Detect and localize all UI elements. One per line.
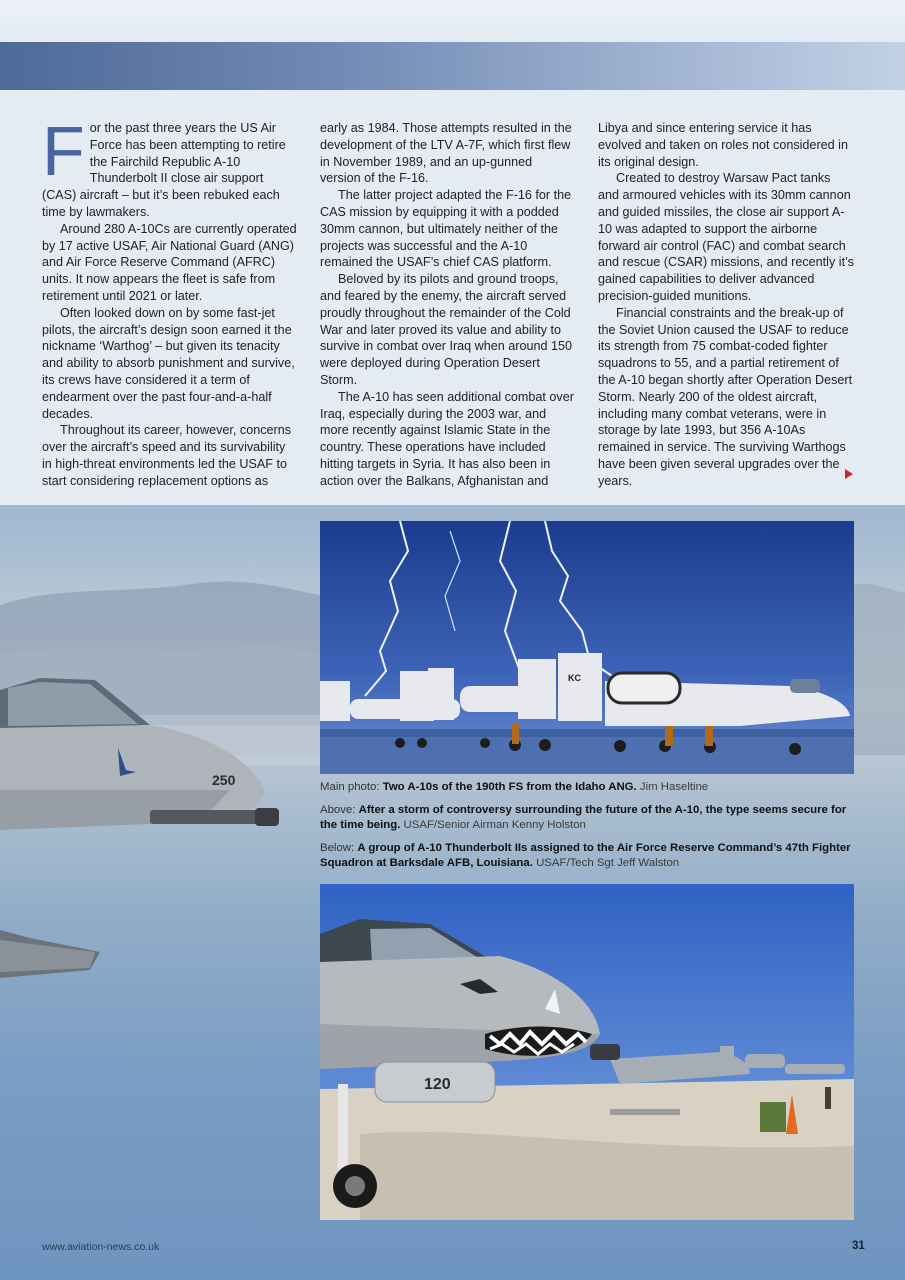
article-column-2 [320,120,576,490]
article-column-3 [598,120,854,490]
paragraph: Throughout its career, however, concerns over the aircraft’s speed and its survivability in high-threat environments led the USAF to start considering replacement options as [42,423,292,488]
paragraph: Around 280 A-10Cs are currently operated by 17 active USAF, Air National Guard (ANG) and Air Force Reserve Command (AFRC) units. It now appears the fleet is safe from retirement until 2021 or later. [42,221,297,303]
captions [320,780,855,879]
below-photo-svg [320,884,854,1220]
main-photo-a10 [0,640,320,1020]
paragraph: The latter project adapted the F-16 for the CAS mission by equipping it with a podded 30mm cannon, but ultimately neither of the projects was successful and the A-10 remained the USAF’s chief CAS platform. [320,188,572,270]
caption-text: A group of A-10 Thunderbolt IIs assigned to the Air Force Reserve Command’s 47th Fighter Squadron at Barksdale AFB, Louisiana. [320,842,851,869]
caption-label: Below: [320,842,355,854]
paragraph: Created to destroy Warsaw Pact tanks and armoured vehicles with its 30mm cannon and guided missiles, the close air support A-10 was adapted to support the airborne forward air control (FAC) and combat search and rescue (CSAR) missions, and recently it’s gained capabilities to deliver advanced precision-guided munitions. [598,171,854,303]
page-number: 31 [852,1240,865,1252]
article-column-1 [42,112,298,490]
paragraph [42,112,298,221]
main-nose-number: 250 [212,772,236,788]
paragraph: Financial constraints and the break-up of the Soviet Union caused the USAF to reduce its strength from 75 combat-coded fighter squadrons to 55, and a partial retirement of the A-10 began shortly after Operation Desert Storm. Nearly 200 of the oldest aircraft, including many combat veterans, were in storage by late 1993, but 356 A-10As remained in service. The surviving Warthogs have been given several upgrades over the years. [598,305,853,488]
footer-url: www.aviation-news.co.uk [42,1241,160,1253]
paragraph: Beloved by its pilots and ground troops, and feared by the enemy, the aircraft served proudly throughout the remainder of the Cold War and later proved its value and ability to survive in combat over Iraq when around 150 were deployed during Operation Desert Storm. [320,272,573,387]
above-photo [320,521,854,774]
paragraph: Often looked down on by some fast-jet pilots, the aircraft’s design soon earned it the nickname ‘Warthog’ – but given its tenacity and ability to absorb punishment and survive, its crews have considered it a term of endearment over the past four-and-a-half decades. [42,305,295,421]
caption-main [320,780,855,795]
caption-below [320,841,855,871]
paragraph: The A-10 has seen additional combat over Iraq, especially during the 2003 war, and more recently against Islamic State in the country. These operations have included hitting targets in Syria. It has also been in action over the Balkans, Afghanistan and [320,389,574,488]
above-photo-svg [320,521,854,774]
drop-cap: F [42,112,85,190]
caption-text: After a storm of controversy surrounding the future of the A-10, the type seems secure for the time being. [320,804,847,831]
top-band [0,0,905,42]
tail-code-label: KC [568,673,581,683]
caption-text: Two A-10s of the 190th FS from the Idaho ANG. [382,781,637,793]
caption-label: Main photo: [320,781,380,793]
caption-credit: USAF/Senior Airman Kenny Holston [403,819,586,831]
main-jet-svg [0,640,320,1020]
continue-arrow-icon [845,469,853,479]
caption-credit: USAF/Tech Sgt Jeff Walston [536,857,680,869]
caption-above [320,803,855,833]
header-bar [0,42,905,90]
below-photo [320,884,854,1220]
paragraph: Libya and since entering service it has evolved and taken on roles not considered in its original design. [598,121,848,169]
caption-label: Above: [320,804,356,816]
paragraph-text: or the past three years the US Air Force has been attempting to retire the Fairchild Republic A-10 Thunderbolt II close air support (CAS) aircraft – but it’s been rebuked each time by lawmakers. [42,121,286,219]
paragraph: early as 1984. Those attempts resulted in the development of the LTV A-7F, which first flew in November 1989, and an up-gunned version of the F-16. [320,121,572,186]
caption-credit: Jim Haseltine [639,781,709,793]
below-nose-number: 120 [424,1076,451,1093]
